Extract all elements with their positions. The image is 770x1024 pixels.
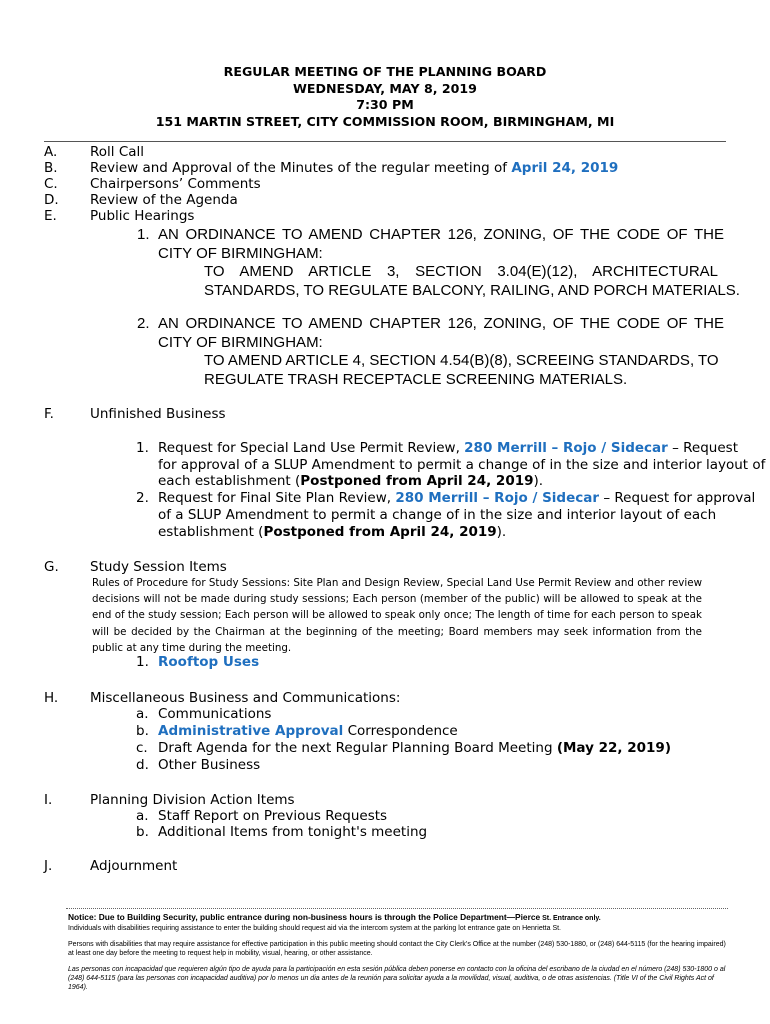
minutes-link[interactable]: April 24, 2019	[511, 160, 619, 176]
item-e-text: Public Hearings	[90, 208, 195, 224]
footer	[68, 912, 728, 992]
header-title: REGULAR MEETING OF THE PLANNING BOARD	[223, 64, 547, 79]
agenda-page: REGULAR MEETING OF THE PLANNING BOARD WEDNESDAY, MAY 8, 2019 7:30 PM 151 MARTIN STREET, CITY COMMISSION ROOM, BIRMINGHAM, MI A. Roll Call B. Review and Approval of the Minutes of the regular meeting of April 24, 2019 C. Chairpersons’ Comments D. Review of the Agenda E. Public Hearings 1. AN ORDINANCE TO AMEND CHAPTER 126, ZONING, OF THE CODE OF THE CITY OF BIRMINGHAM: TO AMEND ARTICLE 3, SECTION 3.04(E)(12), ARCHITECTURAL STANDARDS, TO REGULATE BALCONY, RAILING, AND PORCH MATERIALS. 2. AN ORDINANCE TO AMEND CHAPTER 126, ZONING, OF THE CODE OF THE CITY OF BIRMINGHAM: TO AMEND ARTICLE 4, SECTION 4.54(B)(8), SCREEING STANDARDS, TO REGULATE TRASH RECEPTACLE SCREENING MATERIALS. F. Unfinished Business 1. Request for Special Land Use Permit Review, 280 Merrill – Rojo / Sidecar – Request for approval of a SLUP Amendment to permit a change of in the size and interior layout of each establishment (Postponed from April 24, 2019). 2. Request for Final Site Plan Review, 280 Merrill – Rojo / Sidecar – Request for approval of a SLUP Amendment to permit a change of in the size and interior layout of each establishment (Postponed from April 24, 2019). G. Study Session Items Rules of Procedure for Study Sessions: Site Plan and Design Review, Special Land Use Permit Review and other review decisions will not be made during study sessions; Each person (member of the public) will be allowed to speak at the end of the study session; Each person will be allowed to speak only once; The length of time for each person to speak will be decided by the Chairman at the beginning of the meeting; Board members may seek information from the public at any time during the meeting. 1. Rooftop Uses H. Miscellaneous Business and Communications: a. Communications b. Administrative Approval Correspondence c. Draft Agenda for the next Regular Planning Board Meeting (May 22, 2019) d. Other Business I. Planning Division Action Items a. Staff Report on Previous Requests b. Additional Items from tonight's meeting J. Adjournment Notice: Due to Building Security, public entrance during non-business hours is through the Police Department—Pierce St. Entrance only. Individuals with disabilities requiring assistance to enter the building should request aid via the intercom system at the parking lot entrance gate on Henrietta St. Persons with disabilities that may require assistance for effective participation in this public meeting should contact the City Clerk’s Office at the number (248) 530-1880, or (248) 644-5115 (for the hearing impaired) at least one day before the meeting to request help in mobility, visual, hearing, or other assistance. Las personas con incapacidad que requieren algún tipo de ayuda para la participación en esta sesión pública deben ponerse en contacto con la oficina del escribano de la ciudad en el número (248) 530-1800 o al (248) 644-5115 (para las personas con incapacidad auditiva) por lo menos un dia antes de la reunión para solicitar ayuda a la movilidad, visual, auditiva, o de otras asistencias. (Title VI of the Civil Rights Act of 1964).	[44, 64, 766, 991]
hearing-1-title: AN ORDINANCE TO AMEND CHAPTER 126, ZONING, OF THE CODE OF THE	[158, 226, 724, 243]
item-c-text: Chairpersons’ Comments	[90, 176, 261, 192]
accessibility-note: Persons with disabilities that may require assistance for effective participation in this public meeting should contact the City Clerk’s Office at the number (248) 530-1880, or (248) 644-5115 (for the hearing impaired) at least one day before the meeting to request help in mobility, visual, hearing, or other assistance.	[68, 941, 726, 957]
item-j-text: Adjournment	[90, 858, 178, 874]
hearing-2-detail: TO AMEND ARTICLE 4, SECTION 4.54(B)(8), SCREEING STANDARDS, TO	[204, 352, 719, 369]
header-time: 7:30 PM	[356, 97, 414, 112]
hearing-2-title: AN ORDINANCE TO AMEND CHAPTER 126, ZONING, OF THE CODE OF THE	[158, 315, 724, 332]
intercom-note: Individuals with disabilities requiring assistance to enter the building should request aid via the intercom system at the parking lot entrance gate on Henrietta St.	[68, 925, 561, 932]
item-b-text: Review and Approval of the Minutes of the regular meeting of	[90, 160, 512, 176]
hearing-1-detail-cont: STANDARDS, TO REGULATE BALCONY, RAILING, AND PORCH MATERIALS.	[204, 282, 740, 299]
footer-divider	[66, 908, 728, 909]
hearing-1-title-cont: CITY OF BIRMINGHAM:	[158, 245, 323, 262]
security-notice: Notice: Due to Building Security, public entrance during non-business hours is through the Police Department—Pierce St. Entrance only.	[68, 912, 601, 922]
item-a-text: Roll Call	[90, 144, 145, 160]
agenda-header	[44, 64, 726, 130]
header-divider	[44, 141, 726, 142]
header-location: 151 MARTIN STREET, CITY COMMISSION ROOM, BIRMINGHAM, MI	[155, 113, 615, 129]
hearing-2-title-cont: CITY OF BIRMINGHAM:	[158, 334, 323, 351]
merrill-slup-link[interactable]: 280 Merrill – Rojo / Sidecar	[464, 440, 668, 456]
item-i-text: Planning Division Action Items	[90, 792, 295, 808]
rooftop-uses-link[interactable]: Rooftop Uses	[158, 654, 260, 670]
item-f-text: Unfinished Business	[90, 406, 226, 422]
administrative-approval-link[interactable]: Administrative Approval	[158, 723, 344, 739]
merrill-site-plan-link[interactable]: 280 Merrill – Rojo / Sidecar	[395, 490, 600, 506]
item-g-text: Study Session Items	[90, 559, 227, 575]
spanish-accessibility-note: Las personas con incapacidad que requieren algún tipo de ayuda para la participación en esta sesión pública deben ponerse en contacto con la oficina del escribano de la ciudad en el número (248) 530-1800 o al (248) 644-5115 (para las personas con incapacidad auditiva) por lo menos un dia antes de la reunión para solicitar ayuda a la movilidad, visual, auditiva, o de otras asistencias. (Title VI of the Civil Rights Act of 1964).	[68, 966, 726, 991]
item-d-text: Review of the Agenda	[90, 192, 238, 208]
study-session-rules: Rules of Procedure for Study Sessions: Site Plan and Design Review, Special Land Use Permit Review and other review decisions will not be made during study sessions; Each person (member of the public) will be allowed to speak at the end of the study session; Each person will be allowed to speak only once; The length of time for each person to speak will be decided by the Chairman at the beginning of the meeting; Board members may seek information from the public at any time during the meeting.	[92, 577, 702, 654]
header-date: WEDNESDAY, MAY 8, 2019	[293, 80, 477, 96]
item-h-text: Miscellaneous Business and Communications:	[90, 690, 401, 706]
hearing-2-detail-cont: REGULATE TRASH RECEPTACLE SCREENING MATERIALS.	[204, 371, 628, 388]
hearing-1-detail: TO AMEND ARTICLE 3, SECTION 3.04(E)(12), ARCHITECTURAL	[204, 263, 718, 280]
